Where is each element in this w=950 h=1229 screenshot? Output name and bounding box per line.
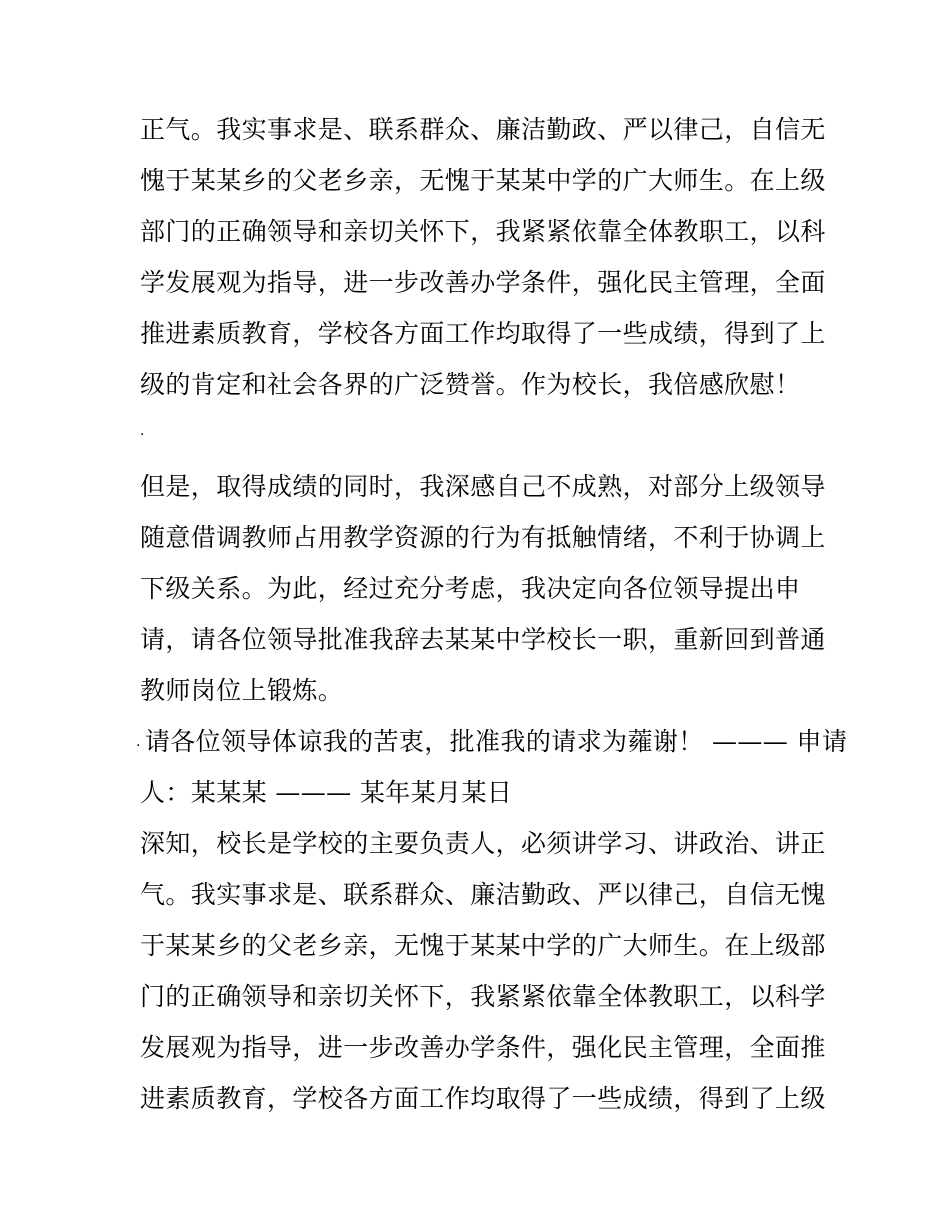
closing-text: 请各位领导体谅我的苦衷，批准我的请求为蕹谢！ ——— 申请 xyxy=(144,727,848,756)
text-line: 教师岗位上锻炼。 xyxy=(140,676,344,705)
text-line: 深知，校长是学校的主要负责人，必须讲学习、讲政治、讲正 xyxy=(140,829,826,858)
text-line: 人：某某某 ——— 某年某月某日 xyxy=(140,778,513,807)
text-line: 部门的正确领导和亲切关怀下，我紧紧依靠全体教职工，以科 xyxy=(140,217,826,246)
text-line: 请，请各位领导批准我辞去某某中学校长一职，重新回到普通 xyxy=(140,625,826,654)
text-line: 发展观为指导，进一步改善办学条件，强化民主管理，全面推 xyxy=(140,1033,826,1062)
text-line: 下级关系。为此，经过充分考虑，我决定向各位领导提出申 xyxy=(140,574,801,603)
paragraph-repeated-intro xyxy=(140,818,826,1124)
text-line: 进素质教育，学校各方面工作均取得了一些成绩，得到了上级 xyxy=(140,1084,826,1113)
bullet-mark: · xyxy=(140,427,145,443)
paragraph-achievements xyxy=(140,104,826,410)
text-line: 气。我实事求是、联系群众、廉洁勤政、严以律己，自信无愧 xyxy=(140,880,826,909)
text-line: 推进素质教育，学校各方面工作均取得了一些成绩，得到了上 xyxy=(140,319,826,348)
text-line xyxy=(136,716,848,767)
document-body xyxy=(136,104,848,1124)
text-line: 随意借调教师占用教学资源的行为有抵触情绪，不利于协调上 xyxy=(140,523,826,552)
paragraph-closing-signature xyxy=(136,716,848,818)
text-line: 正气。我实事求是、联系群众、廉洁勤政、严以律己，自信无 xyxy=(140,115,826,144)
text-line: 愧于某某乡的父老乡亲，无愧于某某中学的广大师生。在上级 xyxy=(140,166,826,195)
text-line: 学发展观为指导，进一步改善办学条件，强化民主管理，全面 xyxy=(140,268,826,297)
text-line: 于某某乡的父老乡亲，无愧于某某中学的广大师生。在上级部 xyxy=(140,931,826,960)
bullet-mark: · xyxy=(136,738,141,754)
paragraph-resignation-reason xyxy=(140,461,826,716)
text-line: 但是，取得成绩的同时，我深感自己不成熟，对部分上级领导 xyxy=(140,472,826,501)
text-line: 级的肯定和社会各界的广泛赞誉。作为校长，我倍感欣慰！ xyxy=(140,370,801,399)
text-line: 门的正确领导和亲切关怀下，我紧紧依靠全体教职工，以科学 xyxy=(140,982,826,1011)
